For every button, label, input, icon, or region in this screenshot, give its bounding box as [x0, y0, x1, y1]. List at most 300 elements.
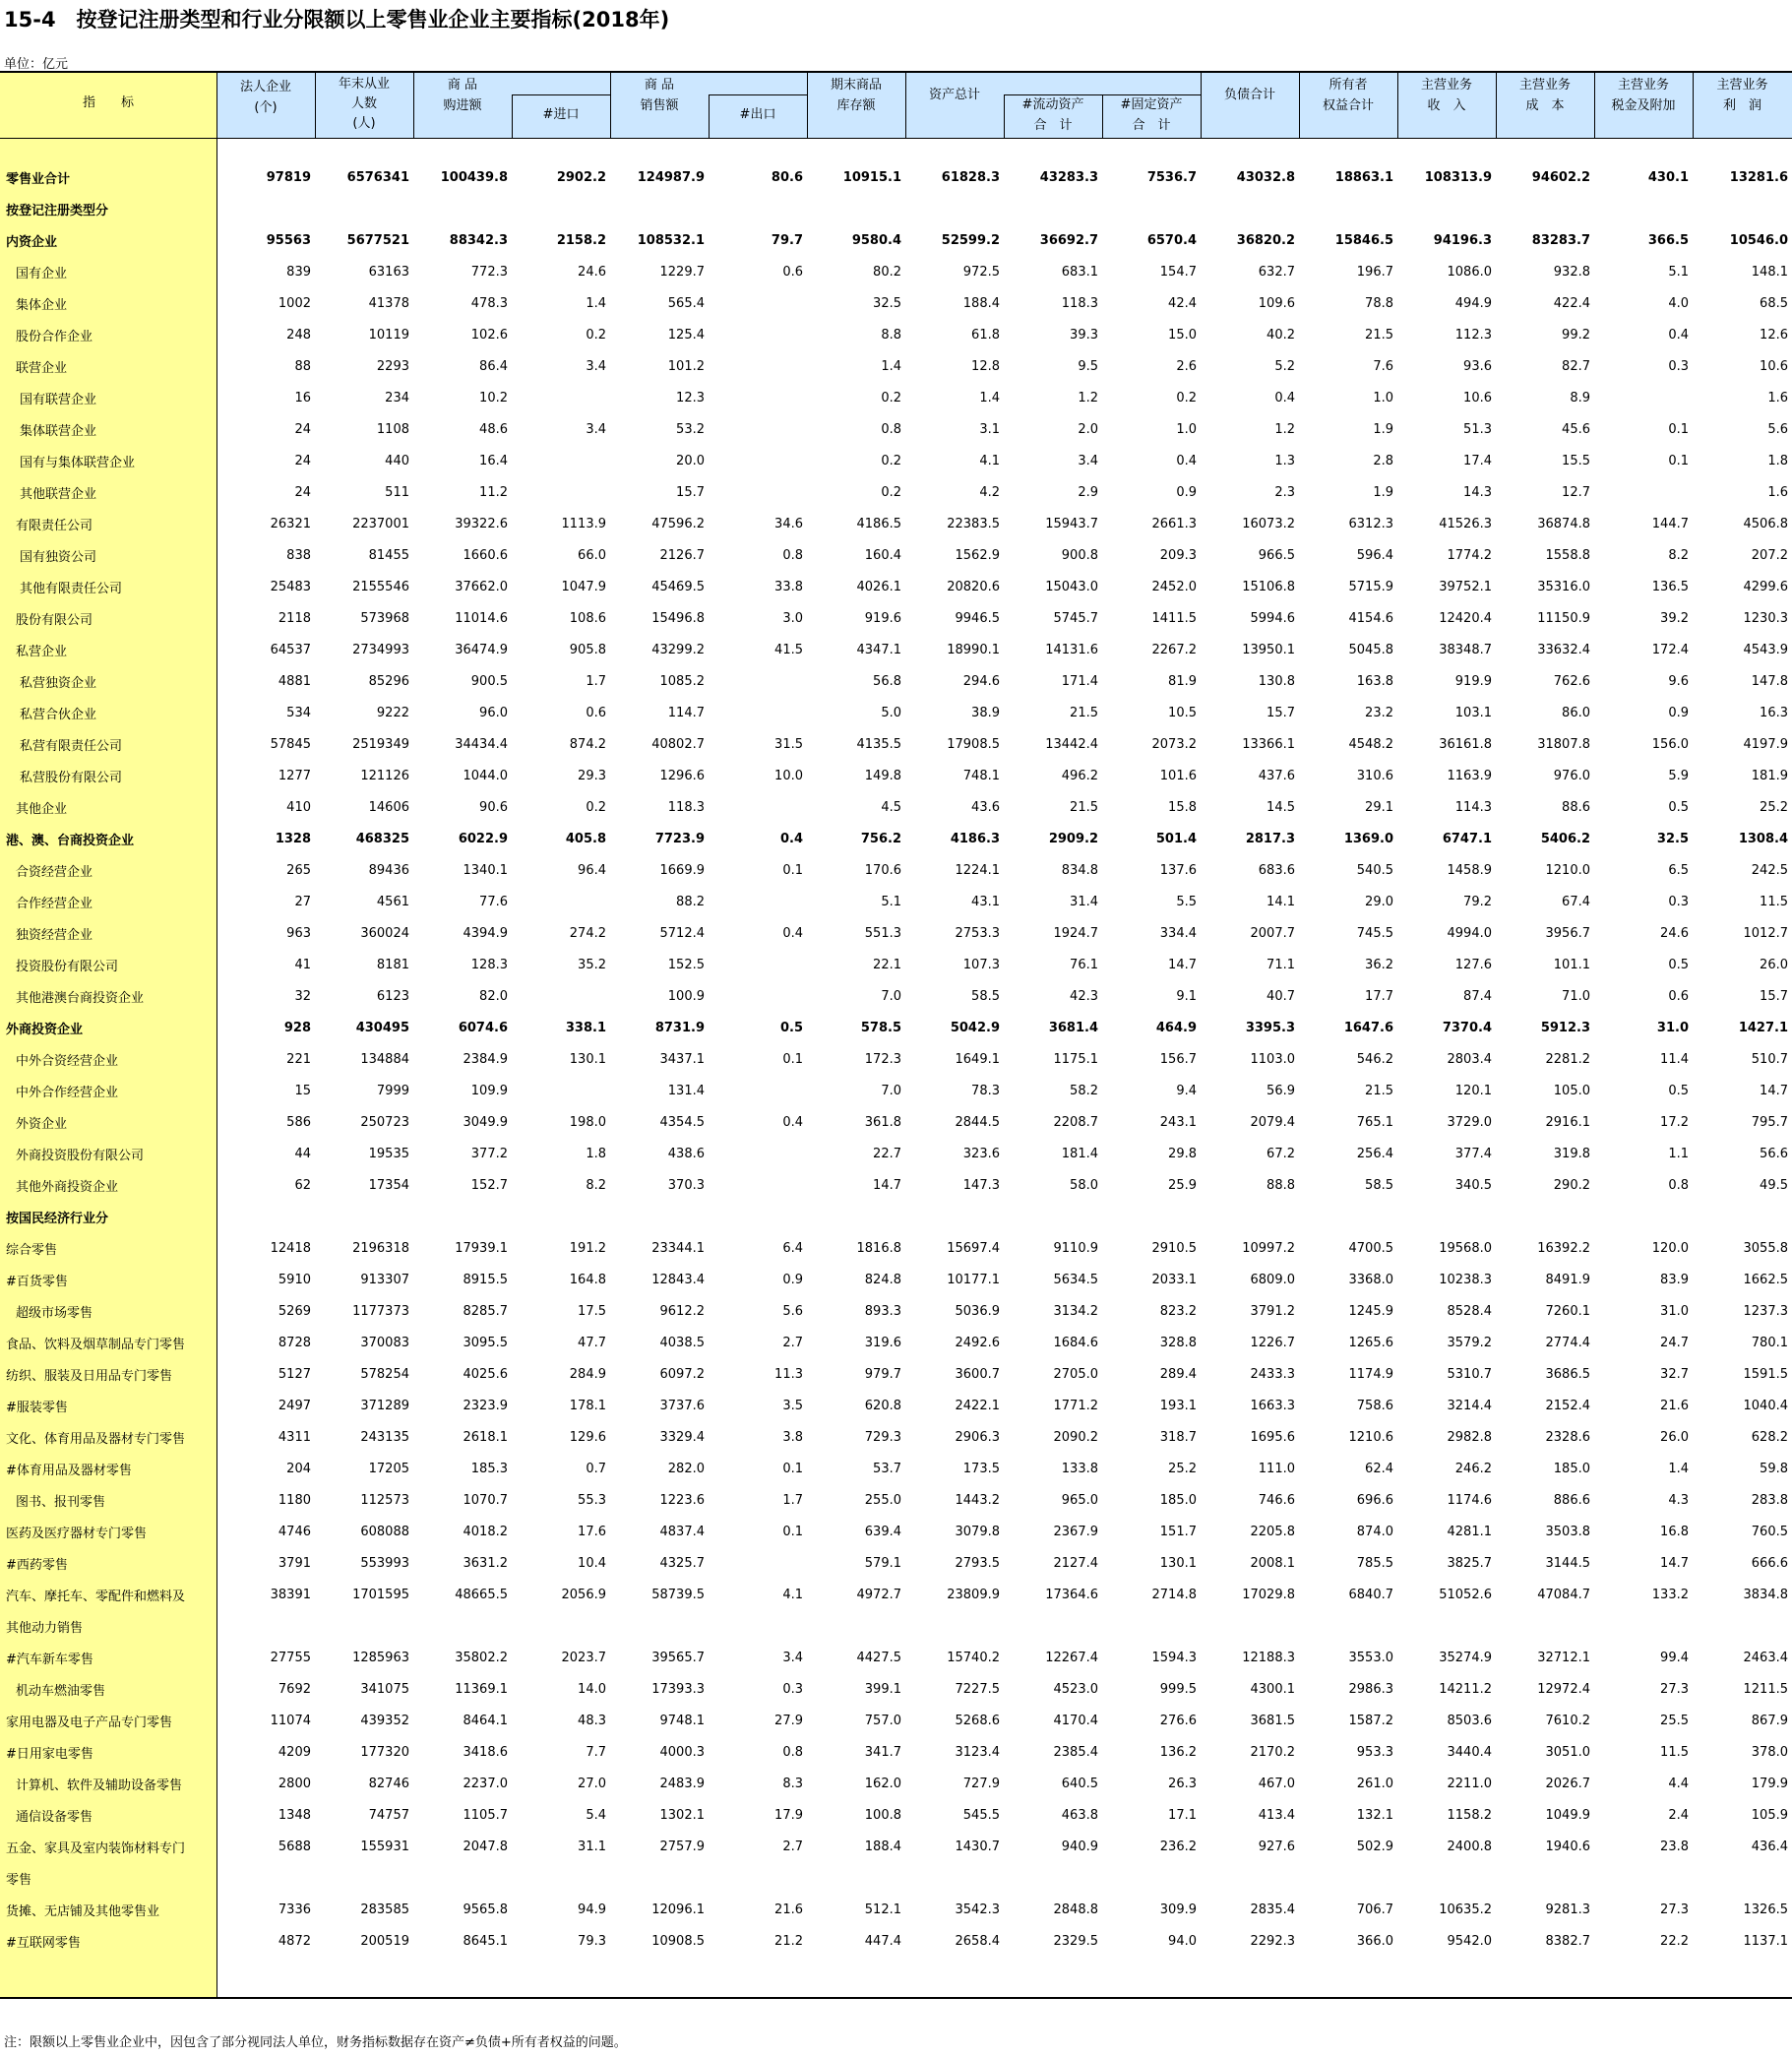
table-cell: 1174.9: [1348, 1366, 1393, 1382]
table-cell: [1594, 193, 1693, 224]
table-cell: [709, 1169, 807, 1201]
table-row: [0, 728, 1792, 760]
row-label: 私营独资企业: [20, 675, 97, 691]
table-cell: 377.4: [1454, 1146, 1492, 1161]
table-cell: 94.0: [1168, 1933, 1197, 1949]
table-cell: 108.6: [569, 610, 606, 626]
table-cell: 2519349: [352, 736, 409, 752]
table-cell: 0.5: [1668, 957, 1689, 972]
table-cell: 4186.5: [856, 516, 901, 531]
table-cell: 1245.9: [1348, 1303, 1393, 1319]
table-cell: 24.6: [1660, 925, 1689, 941]
footnote: 注：限额以上零售业企业中，因包含了部分视同法人单位，财务指标数据存在资产≠负债+所有者权益的问题。: [4, 2035, 627, 2050]
table-cell: 0.8: [782, 1744, 803, 1760]
table-row: [0, 1358, 1792, 1390]
table-cell: 17029.8: [1242, 1587, 1295, 1602]
table-cell: 236.2: [1159, 1839, 1197, 1854]
table-cell: 24.7: [1660, 1335, 1689, 1350]
table-cell: 36474.9: [455, 642, 508, 657]
table-cell: 2205.8: [1250, 1524, 1295, 1539]
table-cell: 48665.5: [455, 1587, 508, 1602]
table-cell: 478.3: [470, 295, 508, 311]
table-row: [0, 1043, 1792, 1075]
table-cell: 4311: [278, 1429, 311, 1445]
table-cell: 4.3: [1668, 1492, 1689, 1508]
table-cell: 2267.2: [1151, 642, 1197, 657]
table-cell: 9748.1: [659, 1713, 705, 1728]
table-row: [0, 791, 1792, 823]
table-cell: 24: [294, 421, 311, 437]
table-cell: 745.5: [1356, 925, 1393, 941]
table-cell: 77.6: [479, 894, 508, 909]
table-cell: 940.9: [1061, 1839, 1098, 1854]
table-cell: 14.3: [1463, 484, 1492, 500]
table-cell: 11014.6: [455, 610, 508, 626]
table-cell: 82.0: [479, 988, 508, 1004]
table-cell: 103.1: [1454, 705, 1492, 720]
table-cell: 2047.8: [463, 1839, 508, 1854]
table-cell: 4700.5: [1348, 1240, 1393, 1256]
table-cell: [1594, 1862, 1693, 1894]
table-cell: 131.4: [667, 1083, 705, 1098]
table-cell: 3368.0: [1348, 1272, 1393, 1287]
table-cell: 1340.1: [463, 862, 508, 878]
table-cell: 62.4: [1365, 1461, 1393, 1476]
row-label: 零售业合计: [6, 171, 71, 187]
table-cell: 44: [294, 1146, 311, 1161]
table-cell: 7.0: [881, 988, 901, 1004]
table-cell: 61.8: [971, 327, 1000, 343]
table-cell: 3825.7: [1447, 1555, 1492, 1571]
table-cell: 96.4: [578, 862, 606, 878]
table-cell: 8382.7: [1545, 1933, 1590, 1949]
row-label: 文化、体育用品及器材专门零售: [6, 1431, 186, 1447]
table-cell: 4025.6: [463, 1366, 508, 1382]
table-cell: 1180: [278, 1492, 311, 1508]
table-cell: 496.2: [1061, 768, 1098, 783]
table-cell: 16: [294, 390, 311, 405]
table-cell: [1397, 1201, 1496, 1232]
table-cell: 171.4: [1061, 673, 1098, 689]
table-cell: 5.4: [586, 1807, 606, 1823]
table-row: [0, 1610, 1792, 1642]
row-label: 股份合作企业: [16, 329, 93, 344]
table-cell: 2033.1: [1151, 1272, 1197, 1287]
table-cell: 1210.6: [1348, 1429, 1393, 1445]
row-label: 国有独资公司: [20, 549, 97, 565]
table-cell: 4543.9: [1743, 642, 1788, 657]
table-cell: 89436: [368, 862, 409, 878]
table-cell: 0.3: [1668, 358, 1689, 374]
table-cell: 6570.4: [1146, 232, 1197, 248]
table-cell: 1771.2: [1053, 1398, 1098, 1413]
table-cell: [807, 1862, 905, 1894]
row-label: 其他外商投资企业: [16, 1179, 119, 1195]
table-cell: 52599.2: [941, 232, 1000, 248]
table-cell: 15943.7: [1045, 516, 1098, 531]
table-cell: 41526.3: [1439, 516, 1492, 531]
table-cell: 38391: [270, 1587, 311, 1602]
table-cell: [709, 1138, 807, 1169]
row-label: 国有企业: [16, 266, 68, 281]
table-cell: 310.6: [1356, 768, 1393, 783]
table-cell: 24: [294, 484, 311, 500]
table-cell: 1226.7: [1250, 1335, 1295, 1350]
table-cell: 1669.9: [659, 862, 705, 878]
table-cell: [709, 1547, 807, 1579]
table-cell: 900.8: [1061, 547, 1098, 563]
table-cell: 2661.3: [1151, 516, 1197, 531]
table-cell: 2800: [278, 1776, 311, 1791]
header-main-revenue: 主营业务 收 入: [1420, 78, 1472, 113]
table-cell: 83283.7: [1531, 232, 1590, 248]
table-cell: 17939.1: [455, 1240, 508, 1256]
table-cell: 7.6: [1373, 358, 1393, 374]
table-row: [0, 980, 1792, 1012]
table-cell: 378.0: [1751, 1744, 1788, 1760]
table-cell: 10915.1: [842, 169, 901, 185]
table-cell: 88.6: [1562, 799, 1590, 815]
table-cell: 11150.9: [1537, 610, 1590, 626]
table-cell: 5.1: [881, 894, 901, 909]
table-cell: [1594, 1201, 1693, 1232]
table-cell: 14131.6: [1045, 642, 1098, 657]
table-cell: 246.2: [1454, 1461, 1492, 1476]
table-cell: 15496.8: [651, 610, 705, 626]
table-cell: 16.4: [479, 453, 508, 468]
table-cell: 17205: [368, 1461, 409, 1476]
table-cell: 4972.7: [856, 1587, 901, 1602]
table-cell: 163.8: [1356, 673, 1393, 689]
table-cell: 1105.7: [463, 1807, 508, 1823]
table-cell: 114.3: [1454, 799, 1492, 815]
table-cell: 15: [294, 1083, 311, 1098]
table-cell: 3681.5: [1250, 1713, 1295, 1728]
table-row: [0, 1327, 1792, 1358]
table-cell: 284.9: [569, 1366, 606, 1382]
table-cell: 3579.2: [1447, 1335, 1492, 1350]
table-cell: 125.4: [667, 327, 705, 343]
table-cell: 729.3: [864, 1429, 901, 1445]
table-cell: 3095.5: [463, 1335, 508, 1350]
table-cell: 9542.0: [1447, 1933, 1492, 1949]
table-cell: [807, 193, 905, 224]
table-cell: 276.6: [1159, 1713, 1197, 1728]
table-cell: 534: [286, 705, 311, 720]
table-cell: 1113.9: [561, 516, 606, 531]
table-cell: 21.5: [1070, 799, 1098, 815]
table-cell: 1.7: [782, 1492, 803, 1508]
table-cell: [709, 445, 807, 476]
table-row: [0, 634, 1792, 665]
table-cell: 100.9: [667, 988, 705, 1004]
table-cell: 7999: [376, 1083, 409, 1098]
table-cell: 1594.3: [1151, 1650, 1197, 1665]
table-cell: 2118: [278, 610, 311, 626]
table-row: [0, 1516, 1792, 1547]
table-cell: 81.9: [1168, 673, 1197, 689]
table-cell: 7.7: [586, 1744, 606, 1760]
table-cell: 109.6: [1258, 295, 1295, 311]
table-cell: 511: [385, 484, 409, 500]
table-cell: 4837.4: [659, 1524, 705, 1539]
table-row: [0, 1453, 1792, 1484]
table-cell: 41: [294, 957, 311, 972]
table-cell: 172.4: [1651, 642, 1689, 657]
table-cell: 1.8: [586, 1146, 606, 1161]
table-cell: 578254: [360, 1366, 409, 1382]
table-cell: 48.3: [578, 1713, 606, 1728]
table-cell: 573968: [360, 610, 409, 626]
row-label: 零售: [6, 1872, 32, 1888]
table-cell: 4325.7: [659, 1555, 705, 1571]
table-cell: 2155546: [352, 579, 409, 594]
table-cell: 127.6: [1454, 957, 1492, 972]
table-cell: 2793.5: [955, 1555, 1000, 1571]
table-cell: 6074.6: [458, 1020, 508, 1035]
table-cell: 21.5: [1365, 327, 1393, 343]
table-cell: 185.3: [470, 1461, 508, 1476]
table-cell: 63163: [368, 264, 409, 280]
table-cell: [1496, 1201, 1594, 1232]
table-cell: 436.4: [1751, 1839, 1788, 1854]
table-cell: 430495: [355, 1020, 409, 1035]
row-label: 集体企业: [16, 297, 68, 313]
table-cell: 95563: [266, 232, 311, 248]
table-cell: 61828.3: [941, 169, 1000, 185]
table-row: [0, 413, 1792, 445]
table-row: [0, 193, 1792, 224]
table-cell: 2.7: [782, 1335, 803, 1350]
table-cell: 1223.6: [659, 1492, 705, 1508]
table-cell: [709, 1075, 807, 1106]
table-cell: 31.1: [578, 1839, 606, 1854]
table-cell: [1201, 1201, 1299, 1232]
table-cell: 21.6: [1660, 1398, 1689, 1413]
table-cell: 2753.3: [955, 925, 1000, 941]
table-cell: 1.7: [586, 673, 606, 689]
table-cell: 6312.3: [1348, 516, 1393, 531]
table-cell: 1040.4: [1743, 1398, 1788, 1413]
table-cell: 34.6: [774, 516, 803, 531]
table-cell: 839: [286, 264, 311, 280]
table-cell: [1693, 1862, 1792, 1894]
table-cell: 11.5: [1660, 1744, 1689, 1760]
table-row: [0, 508, 1792, 539]
table-cell: 7336: [278, 1902, 311, 1917]
header-indicator: 指 标: [82, 95, 134, 110]
table-cell: 154.7: [1159, 264, 1197, 280]
table-cell: 193.1: [1159, 1398, 1197, 1413]
table-cell: 3144.5: [1545, 1555, 1590, 1571]
table-cell: 12.6: [1760, 327, 1788, 343]
table-cell: 90.6: [479, 799, 508, 815]
table-cell: 9.5: [1078, 358, 1098, 374]
table-cell: 57845: [270, 736, 311, 752]
table-cell: 502.9: [1356, 1839, 1393, 1854]
table-cell: 0.2: [586, 327, 606, 343]
table-cell: [1299, 1201, 1397, 1232]
table-cell: 2497: [278, 1398, 311, 1413]
table-cell: 3.0: [782, 610, 803, 626]
table-cell: 0.4: [782, 925, 803, 941]
table-cell: 8528.4: [1447, 1303, 1492, 1319]
table-cell: 334.4: [1159, 925, 1197, 941]
table-cell: 294.6: [962, 673, 1000, 689]
table-cell: 8.2: [1668, 547, 1689, 563]
table-cell: 8464.1: [463, 1713, 508, 1728]
table-cell: 932.8: [1553, 264, 1590, 280]
table-row: [0, 1295, 1792, 1327]
table-cell: 12972.4: [1537, 1681, 1590, 1697]
table-cell: 100439.8: [440, 169, 508, 185]
table-cell: 463.8: [1061, 1807, 1098, 1823]
table-cell: 24.6: [578, 264, 606, 280]
header-total-assets: 资产总计: [928, 88, 980, 102]
table-cell: 413.4: [1258, 1807, 1295, 1823]
table-cell: 2400.8: [1447, 1839, 1492, 1854]
header-grid-line: [1201, 73, 1202, 138]
table-cell: 2774.4: [1545, 1335, 1590, 1350]
table-cell: 309.9: [1159, 1902, 1197, 1917]
table-cell: 1229.7: [659, 264, 705, 280]
table-cell: 13442.4: [1045, 736, 1098, 752]
row-label: 股份有限公司: [16, 612, 93, 628]
table-cell: 1137.1: [1743, 1933, 1788, 1949]
table-cell: 4000.3: [659, 1744, 705, 1760]
table-cell: 67.4: [1562, 894, 1590, 909]
table-cell: 1296.6: [659, 768, 705, 783]
table-cell: 23809.9: [947, 1587, 1000, 1602]
table-cell: 1277: [278, 768, 311, 783]
table-cell: 82746: [368, 1776, 409, 1791]
table-cell: 2384.9: [463, 1051, 508, 1067]
table-cell: 5268.6: [955, 1713, 1000, 1728]
table-cell: 0.5: [779, 1020, 803, 1035]
table-row: [0, 1768, 1792, 1799]
table-row: [0, 697, 1792, 728]
table-cell: 19535: [368, 1146, 409, 1161]
table-cell: [709, 886, 807, 917]
header-employees: 年末从业 人数 (人): [338, 77, 390, 131]
table-cell: 430.1: [1647, 169, 1689, 185]
table-cell: 42.4: [1168, 295, 1197, 311]
table-cell: 32: [294, 988, 311, 1004]
table-cell: 0.1: [782, 862, 803, 878]
table-cell: 1.0: [1373, 390, 1393, 405]
table-cell: 80.6: [771, 169, 803, 185]
table-cell: [709, 1201, 807, 1232]
table-cell: 2208.7: [1053, 1114, 1098, 1130]
table-cell: 1587.2: [1348, 1713, 1393, 1728]
table-cell: 1328: [275, 831, 311, 846]
row-label: 国有与集体联营企业: [20, 455, 136, 470]
row-label: 医药及医疗器材专门零售: [6, 1526, 148, 1541]
table-cell: 2835.4: [1250, 1902, 1295, 1917]
table-cell: 15.8: [1168, 799, 1197, 815]
table-cell: 1427.1: [1738, 1020, 1788, 1035]
table-cell: 683.1: [1061, 264, 1098, 280]
table-row: [0, 917, 1792, 949]
table-cell: 5310.7: [1447, 1366, 1492, 1382]
table-cell: 58.2: [1070, 1083, 1098, 1098]
table-cell: [1693, 1201, 1792, 1232]
table-cell: 21.5: [1070, 705, 1098, 720]
table-cell: 9222: [376, 705, 409, 720]
table-cell: 1558.8: [1545, 547, 1590, 563]
table-row: [0, 1831, 1792, 1862]
table-cell: 4.1: [782, 1587, 803, 1602]
table-cell: 1.1: [1668, 1146, 1689, 1161]
table-cell: 2.7: [782, 1839, 803, 1854]
table-cell: 27.3: [1660, 1902, 1689, 1917]
table-cell: 2237001: [352, 516, 409, 531]
table-row: [0, 760, 1792, 791]
table-cell: 17.2: [1660, 1114, 1689, 1130]
table-row: [0, 445, 1792, 476]
table-cell: 5634.5: [1053, 1272, 1098, 1287]
table-cell: 10546.0: [1729, 232, 1788, 248]
table-cell: 12.8: [971, 358, 1000, 374]
table-cell: [216, 1610, 315, 1642]
table-cell: 620.8: [864, 1398, 901, 1413]
table-cell: 2126.7: [659, 547, 705, 563]
table-cell: 170.6: [864, 862, 901, 878]
table-cell: 88.2: [676, 894, 705, 909]
table-cell: 3079.8: [955, 1524, 1000, 1539]
table-cell: 4026.1: [856, 579, 901, 594]
header-grid-line: [1102, 94, 1103, 138]
table-cell: 10.2: [479, 390, 508, 405]
table-cell: [512, 1201, 610, 1232]
table-cell: 2705.0: [1053, 1366, 1098, 1382]
table-cell: 243135: [360, 1429, 409, 1445]
table-cell: 1265.6: [1348, 1335, 1393, 1350]
row-label: 超级市场零售: [16, 1305, 93, 1321]
table-cell: 405.8: [565, 831, 606, 846]
table-cell: 0.1: [782, 1051, 803, 1067]
table-cell: 53.7: [873, 1461, 901, 1476]
table-cell: 1458.9: [1447, 862, 1492, 878]
table-cell: 41378: [368, 295, 409, 311]
table-cell: 1.4: [881, 358, 901, 374]
table-cell: 1.3: [1274, 453, 1295, 468]
table-cell: 101.2: [667, 358, 705, 374]
table-cell: [512, 445, 610, 476]
table-cell: 5.6: [782, 1303, 803, 1319]
table-cell: 1591.5: [1743, 1366, 1788, 1382]
table-cell: 3.4: [586, 421, 606, 437]
table-cell: 24: [294, 453, 311, 468]
row-label: #日用家电零售: [6, 1746, 93, 1762]
table-cell: 87.4: [1463, 988, 1492, 1004]
table-cell: 94196.3: [1433, 232, 1492, 248]
table-cell: 38348.7: [1439, 642, 1492, 657]
table-cell: 5677521: [346, 232, 409, 248]
table-cell: 17393.3: [651, 1681, 705, 1697]
table-cell: 0.5: [1668, 799, 1689, 815]
table-cell: 289.4: [1159, 1366, 1197, 1382]
table-cell: [1102, 1201, 1201, 1232]
row-label: #西药零售: [6, 1557, 68, 1573]
table-cell: 67.2: [1267, 1146, 1295, 1161]
table-cell: 4354.5: [659, 1114, 705, 1130]
table-cell: 33.8: [774, 579, 803, 594]
table-cell: 248: [286, 327, 311, 343]
table-cell: 2090.2: [1053, 1429, 1098, 1445]
table-cell: 86.4: [479, 358, 508, 374]
table-cell: 5042.9: [950, 1020, 1000, 1035]
